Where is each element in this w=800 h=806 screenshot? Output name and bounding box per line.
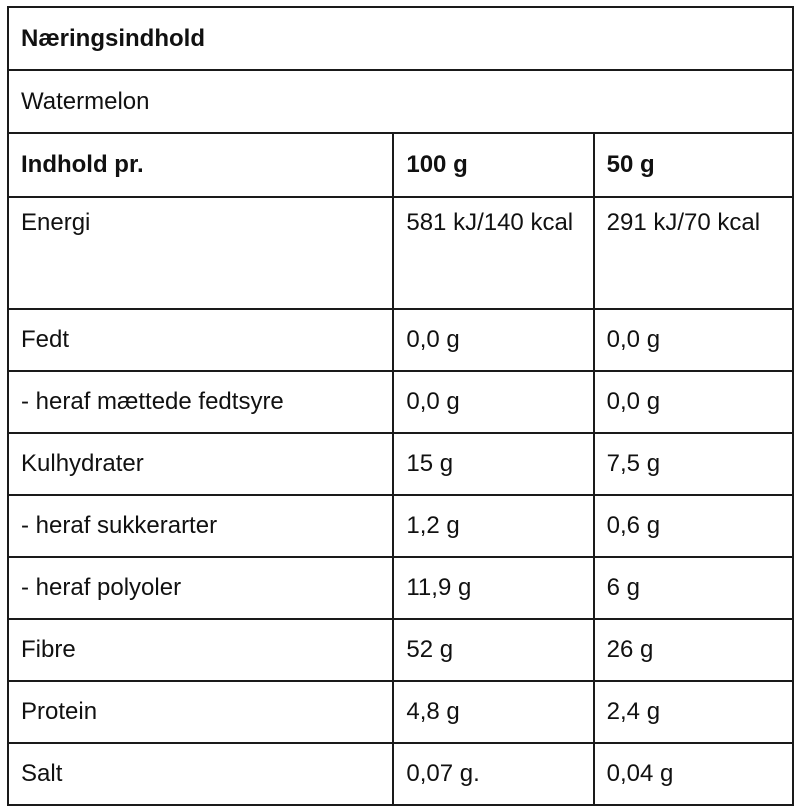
row-label: - heraf mættede fedtsyre xyxy=(8,371,393,433)
table-row xyxy=(8,743,793,805)
row-label: Kulhydrater xyxy=(8,433,393,495)
value-100g: 0,0 g xyxy=(393,309,593,371)
row-label: Fibre xyxy=(8,619,393,681)
row-label: Energi xyxy=(8,197,393,309)
table-row xyxy=(8,433,793,495)
value-100g: 15 g xyxy=(393,433,593,495)
value-100g: 11,9 g xyxy=(393,557,593,619)
nutrition-table xyxy=(7,6,794,806)
product-row xyxy=(8,70,793,133)
row-label: Salt xyxy=(8,743,393,805)
value-100g: 1,2 g xyxy=(393,495,593,557)
header-row xyxy=(8,133,793,197)
table-row xyxy=(8,619,793,681)
table-row xyxy=(8,371,793,433)
row-label: - heraf polyoler xyxy=(8,557,393,619)
row-label: - heraf sukkerarter xyxy=(8,495,393,557)
value-100g: 4,8 g xyxy=(393,681,593,743)
value-100g: 0,0 g xyxy=(393,371,593,433)
value-50g: 0,0 g xyxy=(594,309,793,371)
table-row xyxy=(8,197,793,309)
value-50g: 7,5 g xyxy=(594,433,793,495)
value-100g: 0,07 g. xyxy=(393,743,593,805)
header-cell-50g: 50 g xyxy=(594,133,793,197)
table-row xyxy=(8,681,793,743)
value-50g: 26 g xyxy=(594,619,793,681)
value-50g: 0,04 g xyxy=(594,743,793,805)
header-cell-label: Indhold pr. xyxy=(8,133,393,197)
row-label: Fedt xyxy=(8,309,393,371)
title-row xyxy=(8,7,793,70)
table-title: Næringsindhold xyxy=(8,7,793,70)
value-50g: 2,4 g xyxy=(594,681,793,743)
table-row xyxy=(8,557,793,619)
value-50g: 0,6 g xyxy=(594,495,793,557)
value-100g: 581 kJ/140 kcal xyxy=(393,197,593,309)
table-row xyxy=(8,309,793,371)
value-50g: 0,0 g xyxy=(594,371,793,433)
value-50g: 291 kJ/70 kcal xyxy=(594,197,793,309)
product-name: Watermelon xyxy=(8,70,793,133)
header-cell-100g: 100 g xyxy=(393,133,593,197)
table-row xyxy=(8,495,793,557)
row-label: Protein xyxy=(8,681,393,743)
value-50g: 6 g xyxy=(594,557,793,619)
value-100g: 52 g xyxy=(393,619,593,681)
